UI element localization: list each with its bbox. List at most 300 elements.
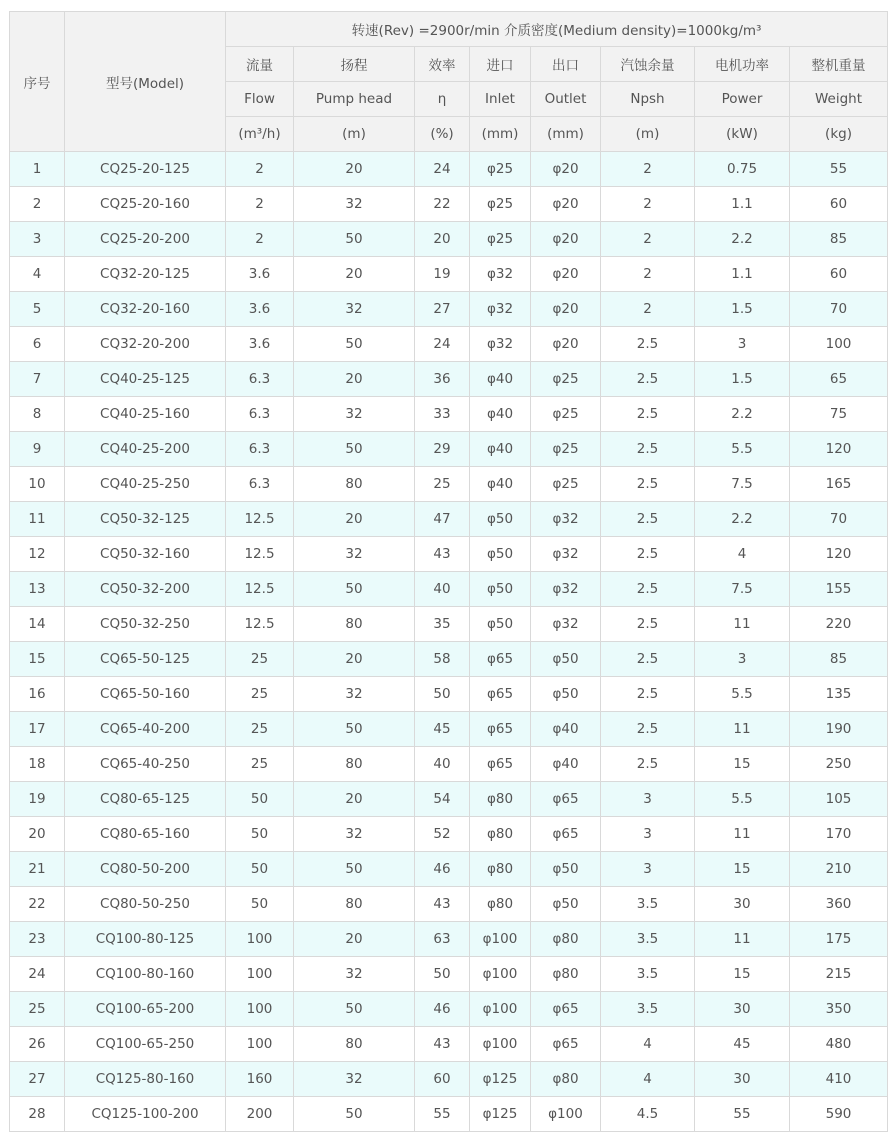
table-row [10,1097,888,1132]
cell-npsh: 2.5 [601,712,695,747]
cell-index: 3 [10,222,65,257]
cell-inlet: φ100 [470,922,531,957]
header-en-cell: Weight [790,82,888,117]
cell-power: 11 [695,817,790,852]
spec-table-container [9,11,888,1132]
cell-index: 26 [10,1027,65,1062]
cell-flow: 50 [226,887,294,922]
cell-npsh: 2.5 [601,502,695,537]
cell-model: CQ25-20-125 [65,152,226,187]
cell-npsh: 4.5 [601,1097,695,1132]
cell-power: 11 [695,607,790,642]
cell-outlet: φ25 [531,432,601,467]
cell-flow: 6.3 [226,362,294,397]
table-row [10,572,888,607]
header-cn-cell: 电机功率 [695,47,790,82]
cell-flow: 2 [226,152,294,187]
cell-weight: 85 [790,642,888,677]
cell-weight: 210 [790,852,888,887]
cell-efficiency: 47 [415,502,470,537]
cell-inlet: φ100 [470,992,531,1027]
cell-index: 28 [10,1097,65,1132]
cell-head: 32 [294,677,415,712]
cell-model: CQ25-20-200 [65,222,226,257]
cell-efficiency: 63 [415,922,470,957]
cell-outlet: φ50 [531,887,601,922]
cell-inlet: φ50 [470,572,531,607]
cell-power: 11 [695,712,790,747]
header-en-cell: Pump head [294,82,415,117]
cell-head: 32 [294,292,415,327]
cell-outlet: φ100 [531,1097,601,1132]
header-cn-cell: 进口 [470,47,531,82]
cell-index: 5 [10,292,65,327]
header-en-cell: Outlet [531,82,601,117]
cell-model: CQ80-65-125 [65,782,226,817]
cell-npsh: 2.5 [601,607,695,642]
table-row [10,1062,888,1097]
cell-inlet: φ125 [470,1062,531,1097]
cell-weight: 250 [790,747,888,782]
cell-flow: 6.3 [226,432,294,467]
cell-inlet: φ65 [470,712,531,747]
cell-npsh: 4 [601,1062,695,1097]
cell-head: 50 [294,222,415,257]
header-en-cell: Npsh [601,82,695,117]
cell-flow: 25 [226,712,294,747]
cell-power: 30 [695,887,790,922]
cell-power: 4 [695,537,790,572]
cell-flow: 25 [226,642,294,677]
cell-outlet: φ32 [531,607,601,642]
cell-head: 80 [294,607,415,642]
cell-outlet: φ32 [531,502,601,537]
table-row [10,292,888,327]
cell-power: 55 [695,1097,790,1132]
cell-model: CQ65-40-200 [65,712,226,747]
cell-index: 22 [10,887,65,922]
table-row [10,502,888,537]
cell-head: 20 [294,642,415,677]
cell-model: CQ50-32-125 [65,502,226,537]
cell-weight: 190 [790,712,888,747]
cell-weight: 590 [790,1097,888,1132]
cell-weight: 220 [790,607,888,642]
cell-weight: 480 [790,1027,888,1062]
table-row [10,222,888,257]
cell-model: CQ32-20-160 [65,292,226,327]
cell-index: 13 [10,572,65,607]
cell-head: 50 [294,432,415,467]
cell-power: 2.2 [695,502,790,537]
cell-head: 80 [294,747,415,782]
cell-index: 16 [10,677,65,712]
cell-efficiency: 43 [415,1027,470,1062]
table-row [10,467,888,502]
table-row [10,957,888,992]
cell-npsh: 3.5 [601,922,695,957]
cell-head: 20 [294,782,415,817]
cell-flow: 50 [226,852,294,887]
cell-npsh: 3 [601,852,695,887]
cell-npsh: 2 [601,292,695,327]
table-row [10,887,888,922]
cell-model: CQ100-80-125 [65,922,226,957]
cell-outlet: φ32 [531,537,601,572]
header-unit-cell: (kW) [695,117,790,152]
cell-outlet: φ50 [531,642,601,677]
cell-power: 11 [695,922,790,957]
table-row [10,747,888,782]
cell-head: 20 [294,922,415,957]
cell-flow: 200 [226,1097,294,1132]
cell-model: CQ100-80-160 [65,957,226,992]
cell-weight: 120 [790,432,888,467]
cell-head: 80 [294,887,415,922]
cell-power: 15 [695,852,790,887]
cell-model: CQ40-25-125 [65,362,226,397]
cell-outlet: φ65 [531,992,601,1027]
header-cn-cell: 出口 [531,47,601,82]
cell-efficiency: 24 [415,327,470,362]
cell-model: CQ40-25-200 [65,432,226,467]
cell-index: 23 [10,922,65,957]
cell-power: 1.1 [695,257,790,292]
cell-flow: 100 [226,1027,294,1062]
cell-inlet: φ40 [470,397,531,432]
cell-inlet: φ80 [470,817,531,852]
cell-npsh: 2.5 [601,362,695,397]
cell-npsh: 2.5 [601,432,695,467]
cell-outlet: φ80 [531,957,601,992]
cell-index: 24 [10,957,65,992]
cell-model: CQ125-80-160 [65,1062,226,1097]
cell-head: 32 [294,187,415,222]
header-conditions: 转速(Rev) =2900r/min 介质密度(Medium density)=1000kg/m³ [226,12,888,47]
header-en-cell: η [415,82,470,117]
cell-weight: 410 [790,1062,888,1097]
cell-index: 7 [10,362,65,397]
cell-index: 9 [10,432,65,467]
cell-flow: 160 [226,1062,294,1097]
cell-weight: 100 [790,327,888,362]
cell-model: CQ125-100-200 [65,1097,226,1132]
cell-power: 5.5 [695,677,790,712]
header-cn-cell: 整机重量 [790,47,888,82]
cell-head: 80 [294,1027,415,1062]
cell-efficiency: 35 [415,607,470,642]
header-cn-cell: 效率 [415,47,470,82]
cell-efficiency: 36 [415,362,470,397]
table-row [10,782,888,817]
cell-efficiency: 45 [415,712,470,747]
cell-weight: 70 [790,292,888,327]
cell-model: CQ100-65-200 [65,992,226,1027]
cell-inlet: φ125 [470,1097,531,1132]
cell-inlet: φ80 [470,782,531,817]
cell-inlet: φ50 [470,607,531,642]
header-model: 型号(Model) [65,12,226,152]
cell-outlet: φ50 [531,852,601,887]
cell-npsh: 2.5 [601,572,695,607]
cell-head: 50 [294,572,415,607]
cell-head: 50 [294,327,415,362]
cell-model: CQ32-20-125 [65,257,226,292]
cell-weight: 360 [790,887,888,922]
cell-efficiency: 29 [415,432,470,467]
cell-index: 6 [10,327,65,362]
cell-power: 7.5 [695,572,790,607]
cell-npsh: 3.5 [601,887,695,922]
cell-index: 10 [10,467,65,502]
cell-head: 32 [294,817,415,852]
header-unit-cell: (m) [601,117,695,152]
cell-inlet: φ50 [470,537,531,572]
cell-index: 27 [10,1062,65,1097]
table-row [10,852,888,887]
cell-flow: 50 [226,782,294,817]
cell-flow: 12.5 [226,502,294,537]
cell-outlet: φ32 [531,572,601,607]
cell-npsh: 2 [601,152,695,187]
header-cn-cell: 汽蚀余量 [601,47,695,82]
table-row [10,607,888,642]
cell-efficiency: 40 [415,747,470,782]
cell-flow: 100 [226,957,294,992]
header-cn-cell: 扬程 [294,47,415,82]
table-body [10,152,888,1132]
header-unit-cell: (mm) [531,117,601,152]
cell-npsh: 2.5 [601,677,695,712]
cell-efficiency: 60 [415,1062,470,1097]
cell-outlet: φ20 [531,152,601,187]
cell-flow: 12.5 [226,607,294,642]
cell-model: CQ25-20-160 [65,187,226,222]
cell-npsh: 3.5 [601,957,695,992]
cell-inlet: φ25 [470,152,531,187]
cell-weight: 350 [790,992,888,1027]
cell-outlet: φ20 [531,187,601,222]
cell-model: CQ80-50-200 [65,852,226,887]
cell-outlet: φ80 [531,1062,601,1097]
cell-weight: 70 [790,502,888,537]
cell-power: 45 [695,1027,790,1062]
table-row [10,257,888,292]
cell-model: CQ50-32-200 [65,572,226,607]
cell-flow: 25 [226,677,294,712]
header-unit-cell: (m³/h) [226,117,294,152]
cell-efficiency: 19 [415,257,470,292]
cell-model: CQ32-20-200 [65,327,226,362]
cell-npsh: 2.5 [601,327,695,362]
table-row [10,187,888,222]
cell-model: CQ65-40-250 [65,747,226,782]
cell-head: 32 [294,397,415,432]
cell-index: 11 [10,502,65,537]
cell-npsh: 2.5 [601,642,695,677]
cell-head: 20 [294,362,415,397]
table-header [10,12,888,152]
cell-head: 32 [294,1062,415,1097]
cell-power: 2.2 [695,222,790,257]
cell-efficiency: 52 [415,817,470,852]
cell-npsh: 2.5 [601,467,695,502]
cell-inlet: φ32 [470,327,531,362]
cell-inlet: φ65 [470,642,531,677]
cell-inlet: φ65 [470,677,531,712]
cell-index: 17 [10,712,65,747]
cell-outlet: φ20 [531,292,601,327]
header-cn-cell: 流量 [226,47,294,82]
cell-flow: 50 [226,817,294,852]
header-unit-cell: (kg) [790,117,888,152]
cell-outlet: φ20 [531,257,601,292]
cell-index: 25 [10,992,65,1027]
cell-model: CQ100-65-250 [65,1027,226,1062]
cell-power: 5.5 [695,782,790,817]
cell-head: 32 [294,537,415,572]
cell-power: 2.2 [695,397,790,432]
cell-flow: 3.6 [226,292,294,327]
cell-weight: 65 [790,362,888,397]
cell-inlet: φ25 [470,222,531,257]
cell-model: CQ40-25-250 [65,467,226,502]
cell-inlet: φ100 [470,1027,531,1062]
cell-weight: 135 [790,677,888,712]
cell-head: 32 [294,957,415,992]
cell-inlet: φ50 [470,502,531,537]
cell-model: CQ80-65-160 [65,817,226,852]
table-row [10,327,888,362]
cell-outlet: φ20 [531,327,601,362]
cell-power: 5.5 [695,432,790,467]
cell-power: 30 [695,992,790,1027]
cell-weight: 60 [790,187,888,222]
cell-outlet: φ25 [531,467,601,502]
cell-weight: 105 [790,782,888,817]
cell-inlet: φ40 [470,467,531,502]
cell-outlet: φ50 [531,677,601,712]
cell-efficiency: 20 [415,222,470,257]
cell-flow: 12.5 [226,572,294,607]
cell-weight: 215 [790,957,888,992]
cell-weight: 55 [790,152,888,187]
cell-head: 20 [294,152,415,187]
cell-index: 15 [10,642,65,677]
cell-head: 80 [294,467,415,502]
cell-weight: 170 [790,817,888,852]
cell-index: 18 [10,747,65,782]
cell-weight: 85 [790,222,888,257]
cell-efficiency: 46 [415,852,470,887]
cell-efficiency: 27 [415,292,470,327]
cell-efficiency: 55 [415,1097,470,1132]
cell-flow: 2 [226,222,294,257]
cell-model: CQ65-50-160 [65,677,226,712]
table-row [10,397,888,432]
cell-inlet: φ40 [470,362,531,397]
header-en-cell: Power [695,82,790,117]
cell-flow: 100 [226,992,294,1027]
cell-efficiency: 22 [415,187,470,222]
table-row [10,362,888,397]
table-row [10,1027,888,1062]
cell-flow: 100 [226,922,294,957]
cell-outlet: φ65 [531,817,601,852]
cell-weight: 175 [790,922,888,957]
table-row [10,817,888,852]
cell-index: 14 [10,607,65,642]
cell-power: 1.1 [695,187,790,222]
cell-weight: 165 [790,467,888,502]
cell-flow: 3.6 [226,327,294,362]
cell-inlet: φ40 [470,432,531,467]
cell-npsh: 3 [601,782,695,817]
cell-power: 7.5 [695,467,790,502]
cell-efficiency: 43 [415,887,470,922]
cell-npsh: 2.5 [601,747,695,782]
header-index: 序号 [10,12,65,152]
table-row [10,537,888,572]
cell-npsh: 2.5 [601,397,695,432]
cell-model: CQ50-32-250 [65,607,226,642]
cell-head: 20 [294,257,415,292]
cell-flow: 3.6 [226,257,294,292]
cell-outlet: φ40 [531,747,601,782]
cell-index: 12 [10,537,65,572]
cell-inlet: φ32 [470,257,531,292]
cell-efficiency: 24 [415,152,470,187]
cell-efficiency: 46 [415,992,470,1027]
cell-power: 3 [695,642,790,677]
cell-inlet: φ80 [470,852,531,887]
cell-npsh: 3 [601,817,695,852]
cell-efficiency: 40 [415,572,470,607]
cell-index: 4 [10,257,65,292]
table-row [10,642,888,677]
cell-model: CQ50-32-160 [65,537,226,572]
pump-spec-table [9,11,888,1132]
cell-outlet: φ80 [531,922,601,957]
cell-npsh: 4 [601,1027,695,1062]
cell-index: 2 [10,187,65,222]
cell-index: 8 [10,397,65,432]
cell-power: 15 [695,747,790,782]
header-unit-cell: (m) [294,117,415,152]
header-en-cell: Flow [226,82,294,117]
cell-outlet: φ65 [531,1027,601,1062]
cell-npsh: 3.5 [601,992,695,1027]
cell-efficiency: 43 [415,537,470,572]
table-row [10,992,888,1027]
cell-flow: 6.3 [226,397,294,432]
cell-index: 20 [10,817,65,852]
cell-outlet: φ25 [531,397,601,432]
cell-power: 15 [695,957,790,992]
cell-inlet: φ65 [470,747,531,782]
cell-index: 19 [10,782,65,817]
cell-model: CQ80-50-250 [65,887,226,922]
cell-head: 50 [294,1097,415,1132]
cell-power: 0.75 [695,152,790,187]
cell-efficiency: 54 [415,782,470,817]
cell-outlet: φ20 [531,222,601,257]
cell-npsh: 2.5 [601,537,695,572]
table-row [10,922,888,957]
cell-weight: 120 [790,537,888,572]
cell-weight: 75 [790,397,888,432]
header-unit-cell: (%) [415,117,470,152]
